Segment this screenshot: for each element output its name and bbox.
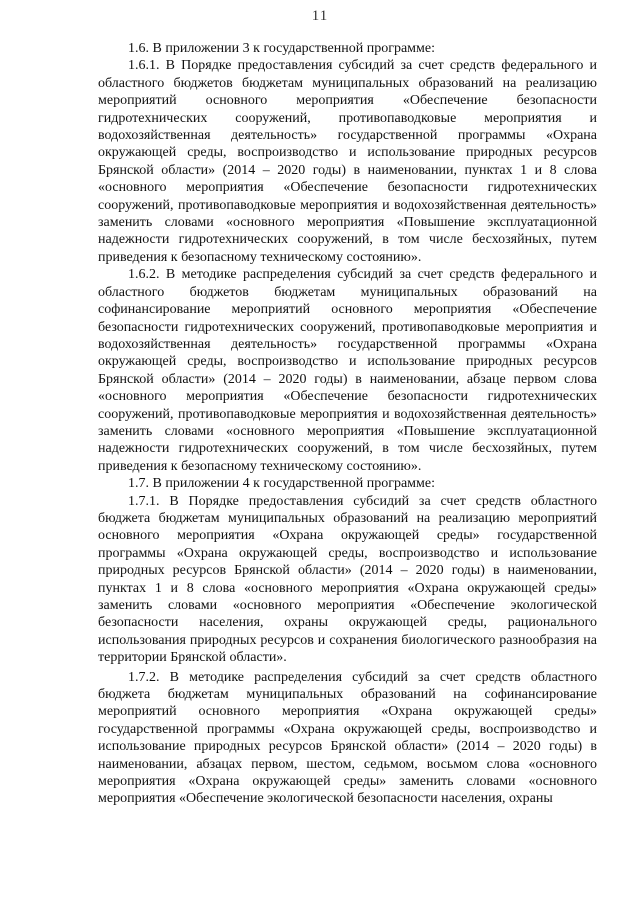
paragraph-1-6-1: 1.6.1. В Порядке предоставления субсидий за счет средств федерального и областного бюджетов бюджетам муниципальных образований на реализацию мероприятий основного мероприятия «Обеспечение безопасности гидротехнических сооружений, противопаводковые мероприятия и водохозяйственная деятельность» государственной программы «Охрана окружающей среды, воспроизводство и использование природных ресурсов Брянской области» (2014 – 2020 годы) в наименовании, пунктах 1 и 8 слова «основного мероприятия «Обеспечение безопасности гидротехнических сооружений, противопаводковые мероприятия и водохозяйственная деятельность» заменить словами «основного мероприятия «Повышение эксплуатационной надежности гидротехнических сооружений, в том числе бесхозяйных, путем приведения к безопасному техническому состоянию».	[98, 58, 597, 265]
paragraph-1-6-2: 1.6.2. В методике распределения субсидий за счет средств федерального и областного бюджетов бюджетам муниципальных образований на софинансирование мероприятий основного мероприятия «Обеспечение безопасности гидротехнических сооружений, противопаводковые мероприятия и водохозяйственная деятельность» государственной программы «Охрана окружающей среды, воспроизводство и использование природных ресурсов Брянской области» (2014 – 2020 годы) в наименовании, абзаце первом слова «основного мероприятия «Обеспечение безопасности гидротехнических сооружений, противопаводковые мероприятия и водохозяйственная деятельность» заменить словами «основного мероприятия «Повышение эксплуатационной надежности гидротехнических сооружений, в том числе бесхозяйных, путем приведения к безопасному техническому состоянию».	[98, 267, 597, 474]
document-body	[98, 40, 597, 808]
paragraph-1-6: 1.6. В приложении 3 к государственной программе:	[128, 41, 435, 56]
paragraph-1-7: 1.7. В приложении 4 к государственной программе:	[128, 476, 435, 492]
page-number: 11	[311, 8, 329, 24]
paragraph-1-7-1: 1.7.1. В Порядке предоставления субсидий за счет средств областного бюджета бюджетам муниципальных образований на реализацию мероприятий основного мероприятия «Охрана окружающей среды» государственной программы «Охрана окружающей среды, воспроизводство и использование природных ресурсов Брянской области» (2014 – 2020 годы) в наименовании, пунктах 1 и 8 слова «основного мероприятия «Охрана окружающей среды» заменить словами «основного мероприятия «Обеспечение экологической безопасности населения, охраны окружающей среды, рационального использования природных ресурсов и сохранения биологического разнообразия на территории Брянской области».	[98, 493, 597, 666]
paragraph-1-7-2: 1.7.2. В методике распределения субсидий за счет средств областного бюджета бюджетам муниципальных образований на софинансирование мероприятий основного мероприятия «Охрана окружающей среды» государственной программы «Охрана окружающей среды, воспроизводство и использование природных ресурсов Брянской области» (2014 – 2020 годы) в наименовании, абзацах первом, шестом, седьмом, восьмом слова «основного мероприятия «Охрана окружающей среды» заменить словами «основного мероприятия «Обеспечение экологической безопасности населения, охраны	[98, 669, 597, 807]
